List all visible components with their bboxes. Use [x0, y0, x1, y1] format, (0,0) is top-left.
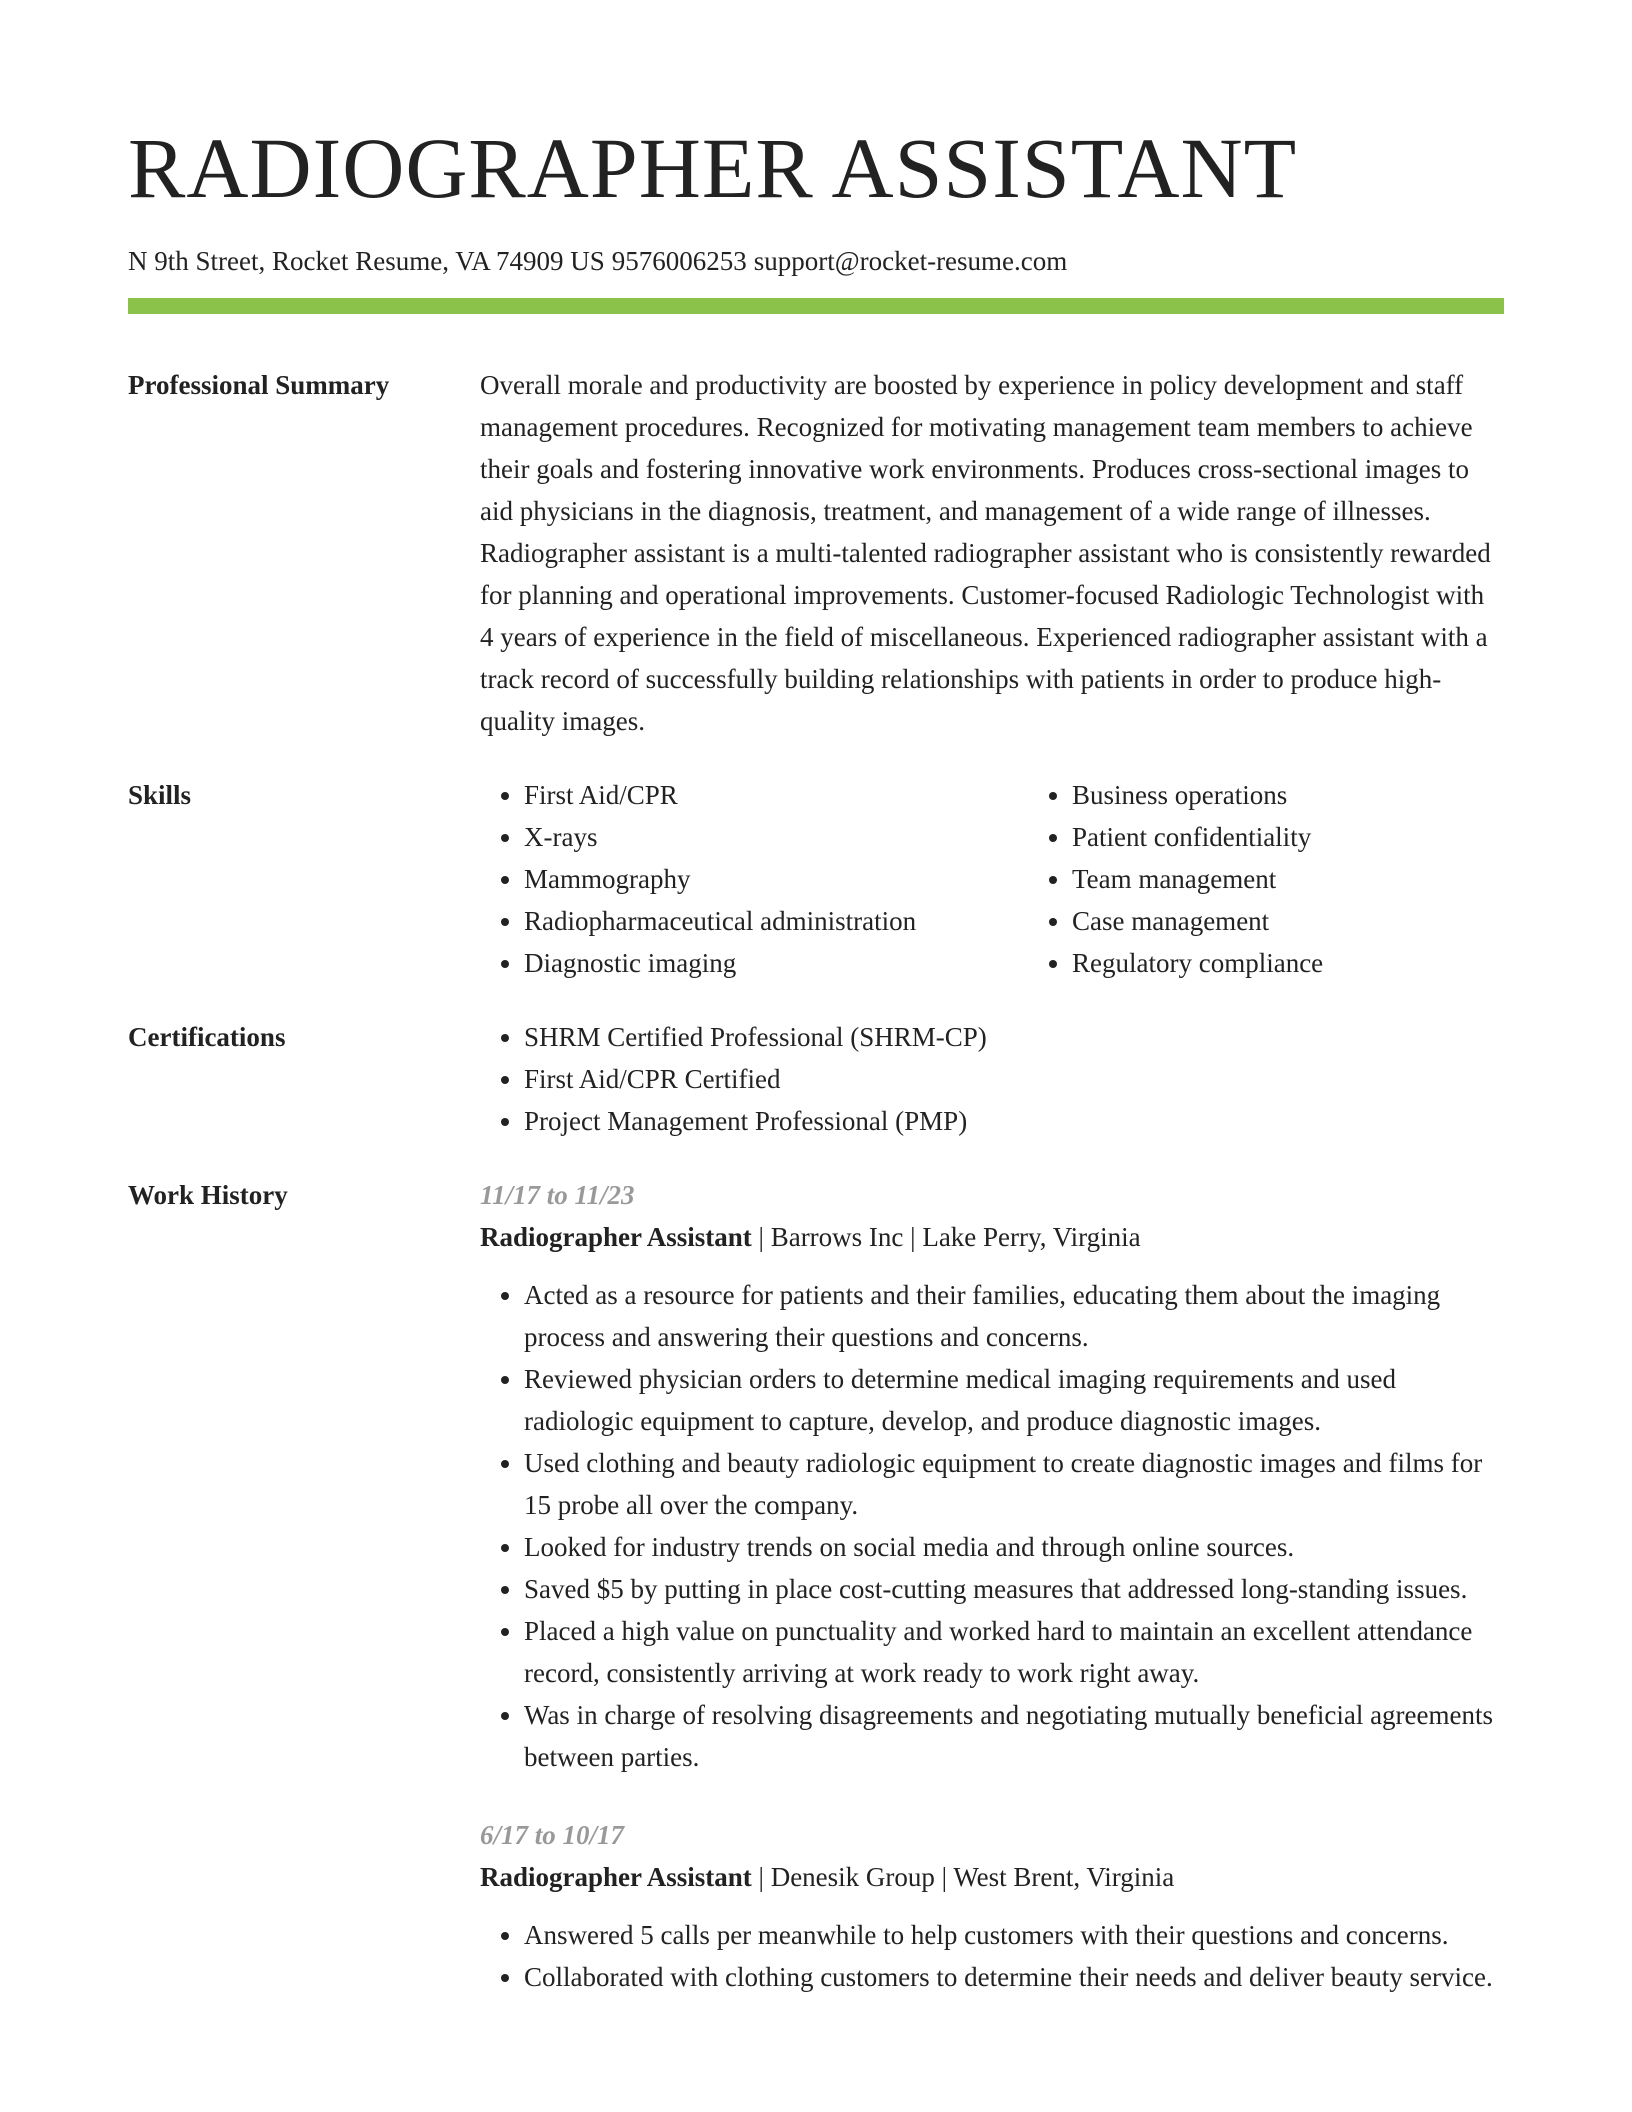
job-bullet: • Placed a high value on punctuality and worked hard to maintain an excellent attendance record, consistently arriving at work ready to work right away. — [524, 1610, 1504, 1694]
certifications-heading: Certifications — [128, 1022, 286, 1052]
skill-item: • Patient confidentiality — [1072, 816, 1504, 858]
certification-item: • SHRM Certified Professional (SHRM-CP) — [524, 1016, 1504, 1058]
job-heading: Radiographer Assistant | Denesik Group | West Brent, Virginia — [480, 1862, 1175, 1892]
skills-list-left — [480, 774, 1028, 984]
job-bullet: • Saved $5 by putting in place cost-cutting measures that addressed long-standing issues. — [524, 1568, 1504, 1610]
job-bullets — [480, 1914, 1504, 1998]
job-title: Radiographer Assistant — [480, 1862, 752, 1892]
job-bullet: • Answered 5 calls per meanwhile to help customers with their questions and concerns. — [524, 1914, 1504, 1956]
candidate-name: RADIOGRAPHER ASSISTANT — [128, 120, 1298, 216]
resume-page — [128, 0, 1504, 1998]
skill-item: • Regulatory compliance — [1072, 942, 1504, 984]
header-divider — [128, 298, 1504, 314]
skills-list-right — [1028, 774, 1504, 984]
certifications-section — [128, 1016, 1504, 1142]
certification-item: • First Aid/CPR Certified — [524, 1058, 1504, 1100]
summary-text: Overall morale and productivity are boosted by experience in policy development and staff management procedures. Recognized for motivating management team members to achieve their goals and fostering innovative work environments. Produces cross-sectional images to aid physicians in the diagnosis, treatment, and management of a wide range of illnesses. Radiographer assistant is a multi-talented radiographer assistant who is consistently rewarded for planning and operational improvements. Customer-focused Radiologic Technologist with 4 years of experience in the field of miscellaneous. Experienced radiographer assistant with a track record of successfully building relationships with patients in order to produce high-quality images. — [480, 370, 1491, 736]
skill-item: • Case management — [1072, 900, 1504, 942]
skill-item: • Radiopharmaceutical administration — [524, 900, 1028, 942]
email: support@rocket-resume.com — [753, 246, 1068, 276]
skill-item: • First Aid/CPR — [524, 774, 1028, 816]
address: N 9th Street, Rocket Resume, VA 74909 US — [128, 246, 605, 276]
skill-item: • Diagnostic imaging — [524, 942, 1028, 984]
certification-item: • Project Management Professional (PMP) — [524, 1100, 1504, 1142]
job-bullets — [480, 1274, 1504, 1778]
job-dates: 11/17 to 11/23 — [480, 1180, 635, 1210]
job-heading: Radiographer Assistant | Barrows Inc | Lake Perry, Virginia — [480, 1222, 1141, 1252]
job-entry — [480, 1814, 1504, 1998]
skill-item: • Mammography — [524, 858, 1028, 900]
job-company: Denesik Group — [770, 1862, 935, 1892]
job-bullet: • Reviewed physician orders to determine medical imaging requirements and used radiologic equipment to capture, develop, and produce diagnostic images. — [524, 1358, 1504, 1442]
job-entry — [480, 1174, 1504, 1778]
skills-section — [128, 774, 1504, 984]
job-title: Radiographer Assistant — [480, 1222, 752, 1252]
job-location: West Brent, Virginia — [953, 1862, 1175, 1892]
skill-item: • Business operations — [1072, 774, 1504, 816]
job-bullet: • Collaborated with clothing customers to determine their needs and deliver beauty service. — [524, 1956, 1504, 1998]
summary-heading: Professional Summary — [128, 370, 390, 400]
phone: 9576006253 — [611, 246, 747, 276]
certifications-list — [480, 1016, 1504, 1142]
skill-item: • Team management — [1072, 858, 1504, 900]
contact-line — [128, 244, 1504, 278]
job-dates: 6/17 to 10/17 — [480, 1820, 625, 1850]
work-history-heading: Work History — [128, 1180, 288, 1210]
job-bullet: • Was in charge of resolving disagreements and negotiating mutually beneficial agreements between parties. — [524, 1694, 1504, 1778]
skill-item: • X-rays — [524, 816, 1028, 858]
job-bullet: • Looked for industry trends on social media and through online sources. — [524, 1526, 1504, 1568]
job-company: Barrows Inc — [770, 1222, 904, 1252]
summary-section — [128, 364, 1504, 742]
work-history-section — [128, 1174, 1504, 1998]
job-bullet: • Acted as a resource for patients and their families, educating them about the imaging process and answering their questions and concerns. — [524, 1274, 1504, 1358]
skills-heading: Skills — [128, 780, 192, 810]
job-location: Lake Perry, Virginia — [922, 1222, 1141, 1252]
job-bullet: • Used clothing and beauty radiologic equipment to create diagnostic images and films for 15 probe all over the company. — [524, 1442, 1504, 1526]
